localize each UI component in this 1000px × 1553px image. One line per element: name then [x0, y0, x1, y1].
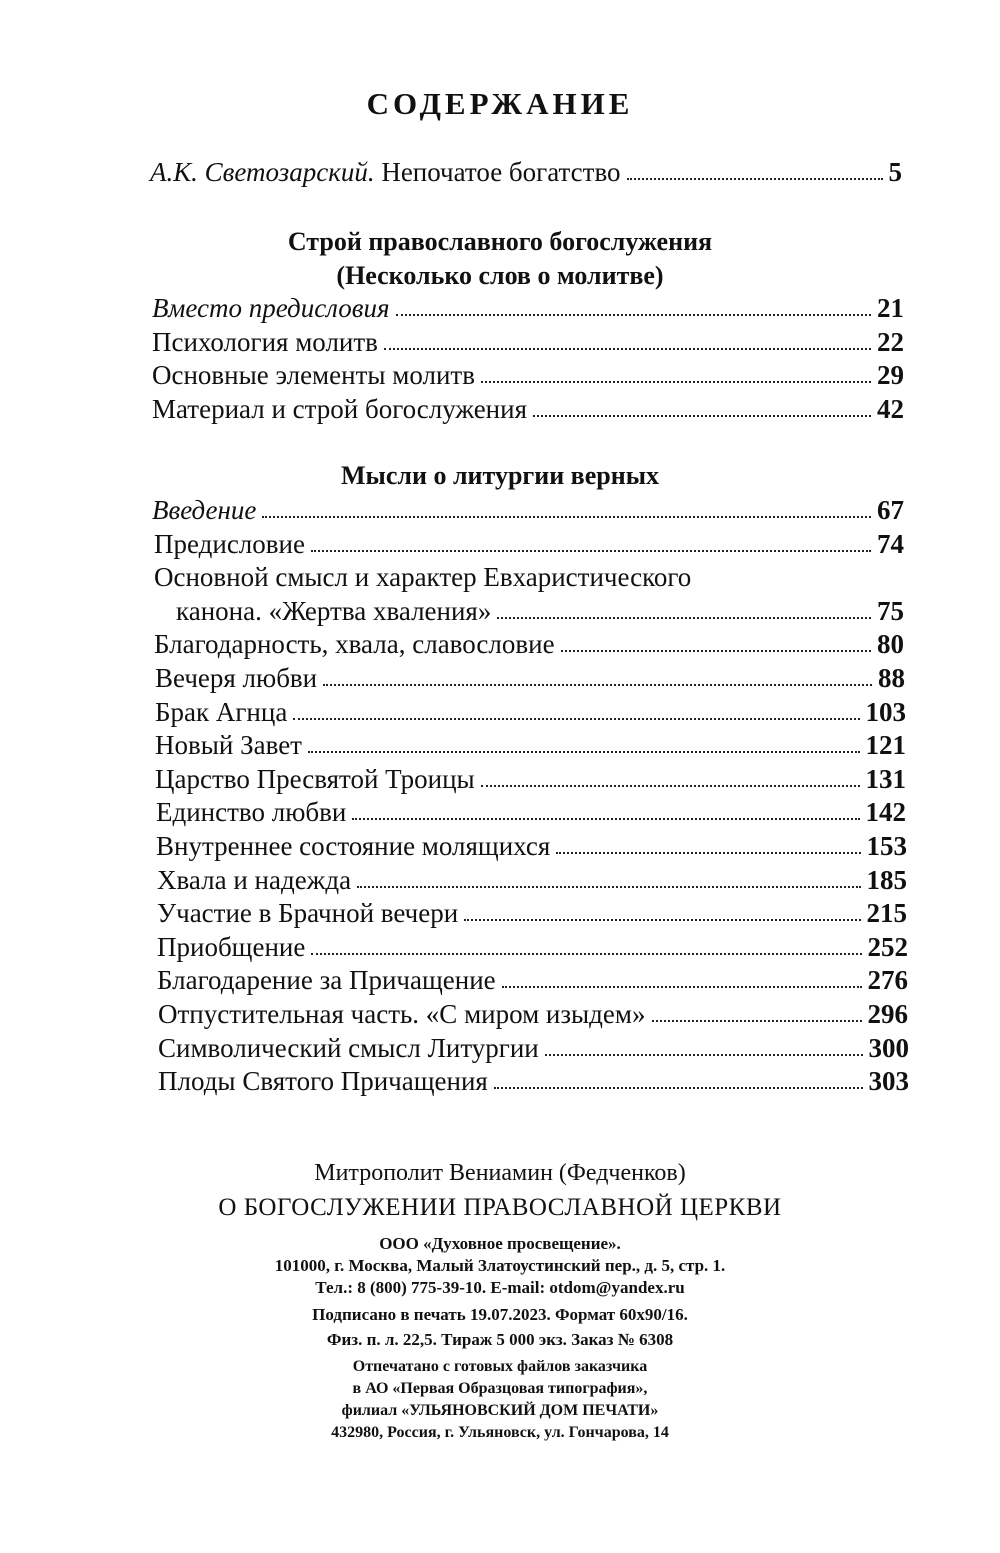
toc-page-number: 153	[866, 831, 907, 861]
toc-page-number: 303	[868, 1066, 909, 1096]
toc-entry-label: Благодарность, хвала, славословие	[154, 629, 555, 659]
leader-dots	[384, 344, 871, 350]
intro-title: Непочатое богатство	[381, 157, 621, 187]
toc-page-number: 74	[877, 529, 904, 559]
toc-entry-label: Плоды Святого Причащения	[158, 1066, 488, 1096]
toc-page-number: 29	[877, 360, 904, 390]
intro-author: А.К. Светозарский.	[150, 157, 375, 187]
toc-page-number: 5	[888, 157, 902, 187]
imprint-book-title: О БОГОСЛУЖЕНИИ ПРАВОСЛАВНОЙ ЦЕРКВИ	[218, 1194, 782, 1221]
toc-page-number: 300	[868, 1033, 909, 1063]
leader-dots	[502, 982, 862, 988]
imprint-address: 101000, г. Москва, Малый Златоустинский пер., д. 5, стр. 1.	[274, 1256, 726, 1275]
leader-dots	[627, 174, 883, 180]
section-1-title-line1: Строй православного богослужения	[287, 227, 713, 256]
toc-entry-label-line2: канона. «Жертва хваления»	[176, 596, 492, 626]
toc-page-number: 21	[877, 293, 904, 323]
leader-dots	[352, 814, 859, 820]
toc-row	[152, 359, 904, 391]
toc-page-number: 142	[865, 797, 906, 827]
toc-page-number: 88	[878, 663, 905, 693]
toc-row	[155, 729, 906, 761]
toc-entry-label: Хвала и надежда	[157, 865, 352, 895]
toc-row-intro	[150, 156, 902, 188]
leader-dots	[652, 1016, 862, 1022]
leader-dots	[464, 915, 860, 921]
leader-dots	[262, 512, 871, 518]
toc-entry-label: Внутреннее состояние молящихся	[156, 831, 551, 861]
toc-entry-label: Единство любви	[156, 797, 347, 827]
toc-row	[158, 998, 908, 1030]
toc-entry-label: Царство Пресвятой Троицы	[155, 764, 475, 794]
toc-page-number: 131	[865, 764, 906, 794]
toc-entry-label: Участие в Брачной вечери	[157, 898, 459, 928]
leader-dots	[396, 310, 871, 316]
toc-entry-label: Вечеря любви	[155, 663, 318, 693]
imprint-printer-line3: филиал «УЛЬЯНОВСКИЙ ДОМ ПЕЧАТИ»	[341, 1402, 659, 1419]
imprint-printer-line4: 432980, Россия, г. Ульяновск, ул. Гончарова, 14	[331, 1424, 669, 1441]
toc-page-number: 185	[866, 865, 907, 895]
toc-row	[157, 931, 908, 963]
leader-dots	[308, 747, 860, 753]
leader-dots	[311, 949, 861, 955]
toc-page-number: 80	[877, 629, 904, 659]
toc-row	[155, 696, 906, 728]
toc-entry-label: Психология молитв	[152, 327, 378, 357]
toc-row	[152, 393, 904, 425]
toc-row	[154, 628, 904, 660]
toc-entry-label: Вместо предисловия	[152, 293, 390, 323]
toc-entry-label: Отпустительная часть. «С миром изыдем»	[158, 999, 646, 1029]
imprint-author: Митрополит Вениамин (Федченков)	[314, 1160, 686, 1186]
page-title: СОДЕРЖАНИЕ	[366, 86, 634, 121]
toc-entry-label: Приобщение	[157, 932, 306, 962]
toc-entry-label: Основные элементы молитв	[152, 360, 475, 390]
toc-row	[158, 1032, 909, 1064]
toc-page-number: 103	[865, 697, 906, 727]
toc-page-number: 22	[877, 327, 904, 357]
toc-row	[157, 964, 908, 996]
toc-row	[155, 662, 905, 694]
imprint-publisher: ООО «Духовное просвещение».	[379, 1234, 621, 1253]
leader-dots	[556, 848, 860, 854]
toc-page-number: 276	[867, 965, 908, 995]
toc-entry-label: Символический смысл Литургии	[158, 1033, 539, 1063]
toc-entry-label: Введение	[152, 495, 257, 525]
toc-row	[156, 830, 907, 862]
toc-entry-label: Новый Завет	[155, 730, 302, 760]
toc-row	[155, 763, 906, 795]
leader-dots	[533, 411, 871, 417]
imprint-printer-line2: в АО «Первая Образцовая типография»,	[352, 1380, 648, 1397]
imprint-printer-line1: Отпечатано с готовых файлов заказчика	[352, 1358, 648, 1375]
toc-row	[176, 595, 904, 627]
section-1-title-line2: (Несколько слов о молитве)	[336, 261, 664, 290]
toc-row	[152, 326, 904, 358]
toc-page-number: 121	[865, 730, 906, 760]
toc-page-number: 42	[877, 394, 904, 424]
toc-row	[152, 494, 904, 526]
toc-entry-label: Предисловие	[154, 529, 305, 559]
leader-dots	[311, 546, 871, 552]
toc-entry-label: Материал и строй богослужения	[152, 394, 527, 424]
toc-page-number: 215	[866, 898, 907, 928]
imprint-contacts: Тел.: 8 (800) 775-39-10. E-mail: otdom@yandex.ru	[315, 1278, 685, 1297]
leader-dots	[357, 882, 860, 888]
leader-dots	[323, 680, 872, 686]
toc-page-number: 75	[877, 596, 904, 626]
toc-row	[157, 864, 907, 896]
toc-row	[158, 1065, 909, 1097]
leader-dots	[293, 714, 859, 720]
toc-entry-label-line1: Основной смысл и характер Евхаристического	[154, 562, 692, 592]
leader-dots	[481, 781, 860, 787]
leader-dots	[561, 646, 871, 652]
toc-page-number: 296	[867, 999, 908, 1029]
leader-dots	[497, 613, 871, 619]
toc-row	[154, 528, 904, 560]
toc-row	[156, 796, 906, 828]
imprint-print-run: Физ. п. л. 22,5. Тираж 5 000 экз. Заказ № 6308	[326, 1330, 674, 1349]
toc-entry-label	[150, 156, 621, 188]
section-2-title: Мысли о литургии верных	[341, 461, 659, 490]
leader-dots	[481, 377, 871, 383]
toc-page-number: 252	[867, 932, 908, 962]
leader-dots	[545, 1050, 863, 1056]
toc-page-number: 67	[877, 495, 904, 525]
toc-row	[152, 292, 904, 324]
toc-entry-label: Благодарение за Причащение	[157, 965, 496, 995]
imprint-signed: Подписано в печать 19.07.2023. Формат 60x90/16.	[312, 1305, 688, 1324]
toc-entry-label: Брак Агнца	[155, 697, 288, 727]
toc-row	[157, 897, 907, 929]
leader-dots	[494, 1083, 863, 1089]
